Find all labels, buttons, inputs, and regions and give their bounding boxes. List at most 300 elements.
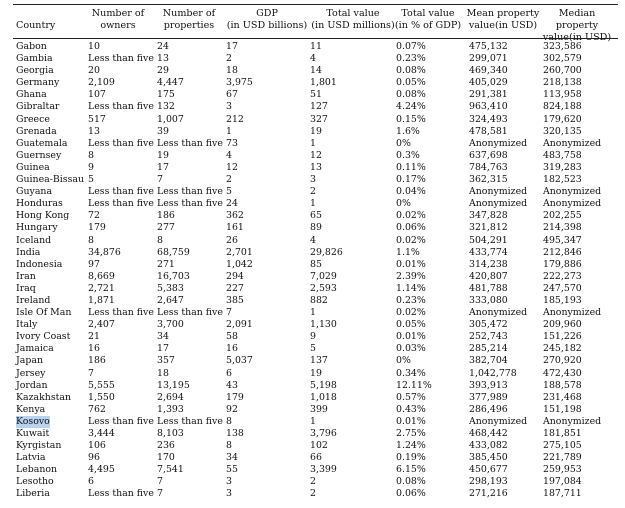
table-row (13, 186, 618, 198)
cell-country: Ireland (16, 294, 51, 306)
cell-mean-value: 1,042,778 (469, 367, 517, 379)
cell-total-value-usd: 11 (310, 41, 322, 52)
cell-mean-value: 405,029 (469, 77, 508, 89)
cell-owners: 9 (88, 161, 94, 173)
cell-gdp: 2 (226, 174, 232, 186)
cell-median-value: 247,570 (543, 282, 582, 294)
cell-gdp: 17 (226, 41, 238, 52)
cell-median-value: 188,578 (543, 379, 582, 391)
cell-total-value-usd: 14 (310, 65, 322, 77)
cell-properties: 19 (157, 149, 169, 161)
cell-mean-value: 347,828 (469, 210, 508, 222)
cell-median-value: 222,273 (543, 270, 582, 282)
cell-country: Kosovo (16, 415, 50, 427)
cell-country: Japan (16, 355, 43, 367)
cell-owners: 5,555 (88, 379, 115, 391)
cell-total-value-usd: 1 (310, 198, 316, 210)
header-total-value-usd: Total value (in USD millions) (311, 8, 395, 31)
cell-properties: 277 (157, 222, 175, 234)
cell-total-value-usd: 1,130 (310, 319, 337, 331)
cell-owners: 4,495 (88, 464, 115, 476)
cell-total-value-usd: 12 (310, 149, 322, 161)
cell-gdp: 6 (226, 367, 232, 379)
cell-country: Iceland (16, 234, 52, 246)
cell-gdp: 67 (226, 89, 238, 101)
cell-total-value-pct: 0.07% (396, 41, 426, 52)
cell-total-value-pct: 1.14% (396, 282, 426, 294)
table-row (13, 319, 618, 331)
cell-total-value-pct: 1.1% (396, 246, 420, 258)
cell-total-value-usd: 4 (310, 53, 316, 65)
cell-total-value-pct: 2.39% (396, 270, 426, 282)
cell-mean-value: 305,472 (469, 319, 508, 331)
cell-properties: 68,759 (157, 246, 190, 258)
table-row (13, 392, 618, 404)
cell-total-value-usd: 2,593 (310, 282, 337, 294)
cell-country: Guyana (16, 186, 53, 198)
cell-gdp: 24 (226, 198, 238, 210)
table-row (13, 476, 618, 488)
cell-gdp: 92 (226, 403, 238, 415)
cell-properties: 13 (157, 53, 169, 65)
cell-total-value-usd: 127 (310, 101, 328, 113)
cell-median-value: 275,105 (543, 440, 582, 452)
cell-gdp: 43 (226, 379, 238, 391)
cell-owners: 107 (88, 89, 106, 101)
cell-owners: 106 (88, 440, 106, 452)
cell-total-value-pct: 6.15% (396, 464, 426, 476)
cell-mean-value: 637,698 (469, 149, 508, 161)
table-header-rule (13, 38, 618, 39)
cell-mean-value: 324,493 (469, 113, 508, 125)
table-row (13, 65, 618, 77)
cell-total-value-usd: 19 (310, 125, 322, 137)
cell-country: Guinea-Bissau (16, 174, 85, 186)
cell-median-value: Anonymized (543, 186, 602, 198)
cell-properties: 1,007 (157, 113, 184, 125)
table-row (13, 247, 618, 259)
cell-country: Honduras (16, 198, 63, 210)
cell-owners: 13 (88, 125, 100, 137)
cell-country: Grenada (16, 125, 57, 137)
cell-total-value-usd: 2 (310, 476, 316, 488)
cell-total-value-pct: 0.02% (396, 210, 426, 222)
cell-total-value-pct: 0% (396, 137, 411, 149)
cell-owners: 5 (88, 174, 94, 186)
header-properties: Number of properties (162, 8, 216, 31)
cell-total-value-usd: 51 (310, 89, 322, 101)
cell-median-value: Anonymized (543, 137, 602, 149)
cell-mean-value: 433,774 (469, 246, 508, 258)
cell-properties: 2,694 (157, 391, 184, 403)
cell-properties: 34 (157, 331, 169, 343)
table-row (13, 440, 618, 452)
cell-gdp: 3 (226, 101, 232, 113)
cell-gdp: 1,042 (226, 258, 253, 270)
cell-mean-value: Anonymized (469, 186, 528, 198)
cell-gdp: 2 (226, 53, 232, 65)
table-row (13, 295, 618, 307)
cell-mean-value: 252,743 (469, 331, 508, 343)
cell-total-value-pct: 1.6% (396, 125, 420, 137)
cell-mean-value: 478,581 (469, 125, 508, 137)
table-row (13, 343, 618, 355)
cell-properties: 175 (157, 89, 175, 101)
header-owners: Number of owners (91, 8, 145, 31)
cell-owners: 8 (88, 149, 94, 161)
cell-mean-value: 314,238 (469, 258, 508, 270)
cell-total-value-usd: 13 (310, 161, 322, 173)
cell-median-value: Anonymized (543, 415, 602, 427)
cell-total-value-pct: 0% (396, 355, 411, 367)
cell-median-value: 179,620 (543, 113, 582, 125)
cell-mean-value: 382,704 (469, 355, 508, 367)
cell-properties: Less than five (157, 198, 223, 210)
cell-country: Iran (16, 270, 36, 282)
cell-total-value-usd: 1 (310, 415, 316, 427)
cell-gdp: 2,091 (226, 319, 253, 331)
cell-country: Jamaica (16, 343, 54, 355)
table-row (13, 307, 618, 319)
header-mean-value: Mean property value(in USD) (466, 8, 540, 31)
table-row (13, 53, 618, 65)
cell-total-value-pct: 0.01% (396, 258, 426, 270)
cell-total-value-pct: 0.08% (396, 65, 426, 77)
cell-gdp: 4 (226, 149, 232, 161)
cell-total-value-usd: 3,796 (310, 428, 337, 439)
cell-mean-value: 285,214 (469, 343, 508, 355)
cell-total-value-pct: 0.23% (396, 53, 426, 65)
cell-properties: 17 (157, 161, 169, 173)
cell-country: Gibraltar (16, 101, 60, 113)
cell-total-value-pct: 12.11% (396, 379, 432, 391)
cell-owners: 10 (88, 41, 100, 52)
cell-total-value-pct: 0.3% (396, 149, 420, 161)
cell-owners: 762 (88, 403, 106, 415)
cell-country: Hungary (16, 222, 58, 234)
cell-properties: Less than five (157, 137, 223, 149)
cell-gdp: 1 (226, 125, 232, 137)
cell-total-value-pct: 0.02% (396, 234, 426, 246)
cell-total-value-pct: 2.75% (396, 428, 426, 439)
cell-mean-value: 475,132 (469, 41, 508, 52)
cell-country: Kyrgistan (16, 440, 62, 452)
cell-total-value-usd: 3 (310, 174, 316, 186)
cell-median-value: 202,255 (543, 210, 582, 222)
document-page (13, 0, 618, 508)
cell-owners: 8 (88, 234, 94, 246)
cell-properties: 16,703 (157, 270, 190, 282)
cell-properties: 29 (157, 65, 169, 77)
cell-properties: 357 (157, 355, 175, 367)
cell-median-value: 209,960 (543, 319, 582, 331)
cell-gdp: 34 (226, 452, 238, 464)
cell-total-value-usd: 4 (310, 234, 316, 246)
cell-gdp: 161 (226, 222, 244, 234)
cell-owners: Less than five (88, 137, 154, 149)
cell-owners: Less than five (88, 415, 154, 427)
cell-owners: Less than five (88, 53, 154, 65)
cell-mean-value: 433,082 (469, 440, 508, 452)
cell-owners: 2,721 (88, 282, 115, 294)
cell-owners: 96 (88, 452, 100, 464)
table-row (13, 89, 618, 101)
cell-gdp: 5,037 (226, 355, 253, 367)
cell-gdp: 26 (226, 234, 238, 246)
cell-mean-value: 963,410 (469, 101, 508, 113)
cell-median-value: 197,084 (543, 476, 582, 488)
cell-total-value-usd: 9 (310, 331, 316, 343)
cell-country: Guernsey (16, 149, 62, 161)
cell-properties: 24 (157, 41, 169, 52)
cell-median-value: 218,138 (543, 77, 582, 89)
cell-country: Georgia (16, 65, 54, 77)
cell-gdp: 294 (226, 270, 244, 282)
cell-country: Guatemala (16, 137, 68, 149)
table-row (13, 77, 618, 89)
cell-gdp: 7 (226, 307, 232, 319)
cell-owners: 97 (88, 258, 100, 270)
cell-owners: Less than five (88, 198, 154, 210)
cell-country: Germany (16, 77, 60, 89)
cell-total-value-usd: 66 (310, 452, 322, 464)
cell-total-value-pct: 0.05% (396, 319, 426, 331)
table-row (13, 126, 618, 138)
cell-mean-value: Anonymized (469, 307, 528, 319)
cell-properties: 4,447 (157, 77, 184, 89)
cell-total-value-usd: 102 (310, 440, 328, 452)
cell-total-value-usd: 1 (310, 307, 316, 319)
cell-median-value: 113,958 (543, 89, 582, 101)
cell-owners: 1,550 (88, 391, 115, 403)
cell-gdp: 2,701 (226, 246, 253, 258)
cell-mean-value: 469,340 (469, 65, 508, 77)
table-row (13, 331, 618, 343)
cell-median-value: 495,347 (543, 234, 582, 246)
table-row (13, 355, 618, 367)
cell-mean-value: Anonymized (469, 415, 528, 427)
cell-country: Lesotho (16, 476, 54, 488)
cell-mean-value: 504,291 (469, 234, 508, 246)
cell-total-value-pct: 0.15% (396, 113, 426, 125)
cell-total-value-usd: 399 (310, 403, 328, 415)
table-row (13, 41, 618, 53)
cell-country: Gambia (16, 53, 53, 65)
cell-mean-value: 271,216 (469, 488, 508, 500)
cell-mean-value: 450,677 (469, 464, 508, 476)
cell-total-value-usd: 137 (310, 355, 328, 367)
cell-median-value: 323,586 (543, 41, 582, 52)
table-row (13, 222, 618, 234)
cell-mean-value: 321,812 (469, 222, 508, 234)
cell-total-value-usd: 3,399 (310, 464, 337, 476)
cell-owners: 6 (88, 476, 94, 488)
cell-total-value-usd: 29,826 (310, 246, 343, 258)
cell-total-value-pct: 1.24% (396, 440, 426, 452)
cell-median-value: 212,846 (543, 246, 582, 258)
cell-owners: 517 (88, 113, 106, 125)
table-row (13, 138, 618, 150)
cell-median-value: Anonymized (543, 307, 602, 319)
cell-mean-value: Anonymized (469, 137, 528, 149)
cell-total-value-pct: 0.57% (396, 391, 426, 403)
cell-median-value: 181,851 (543, 428, 582, 439)
cell-median-value: 824,188 (543, 101, 582, 113)
table-row (13, 150, 618, 162)
cell-owners: 1,871 (88, 294, 115, 306)
cell-total-value-pct: 0.43% (396, 403, 426, 415)
cell-total-value-pct: 0.19% (396, 452, 426, 464)
cell-gdp: 8 (226, 440, 232, 452)
table-body (13, 41, 618, 501)
cell-properties: 18 (157, 367, 169, 379)
cell-country: Kazakhstan (16, 391, 72, 403)
cell-total-value-usd: 2 (310, 488, 316, 500)
cell-mean-value: Anonymized (469, 198, 528, 210)
cell-mean-value: 333,080 (469, 294, 508, 306)
cell-gdp: 16 (226, 343, 238, 355)
cell-country: Ivory Coast (16, 331, 71, 343)
table-row (13, 368, 618, 380)
header-median-value: Median property value(in USD) (542, 8, 612, 43)
cell-mean-value: 299,071 (469, 53, 508, 65)
cell-country: Jersey (16, 367, 46, 379)
cell-total-value-usd: 882 (310, 294, 328, 306)
cell-properties: 2,647 (157, 294, 184, 306)
table-row (13, 101, 618, 113)
cell-properties: 1,393 (157, 403, 184, 415)
table-row (13, 198, 618, 210)
cell-total-value-pct: 0.04% (396, 186, 426, 198)
cell-total-value-pct: 0.11% (396, 161, 426, 173)
cell-median-value: 260,700 (543, 65, 582, 77)
table-row (13, 416, 618, 428)
cell-gdp: 138 (226, 428, 244, 439)
cell-total-value-pct: 0.01% (396, 331, 426, 343)
cell-total-value-pct: 0.03% (396, 343, 426, 355)
cell-owners: 2,109 (88, 77, 115, 89)
cell-country: Isle Of Man (16, 307, 72, 319)
cell-total-value-usd: 85 (310, 258, 322, 270)
cell-properties: 3,700 (157, 319, 184, 331)
cell-properties: 236 (157, 440, 175, 452)
cell-properties: 7 (157, 488, 163, 500)
cell-gdp: 212 (226, 113, 244, 125)
cell-properties: 5,383 (157, 282, 184, 294)
cell-properties: 7,541 (157, 464, 184, 476)
cell-gdp: 385 (226, 294, 244, 306)
cell-properties: 17 (157, 343, 169, 355)
cell-properties: 8,103 (157, 428, 184, 439)
table-row (13, 162, 618, 174)
table-row (13, 452, 618, 464)
cell-properties: 7 (157, 174, 163, 186)
cell-owners: 179 (88, 222, 106, 234)
cell-owners: 7 (88, 367, 94, 379)
cell-total-value-pct: 0.08% (396, 89, 426, 101)
cell-total-value-pct: 0.08% (396, 476, 426, 488)
cell-properties: 8 (157, 234, 163, 246)
cell-mean-value: 393,913 (469, 379, 508, 391)
cell-total-value-pct: 0.06% (396, 222, 426, 234)
cell-median-value: 214,398 (543, 222, 582, 234)
cell-country: Latvia (16, 452, 46, 464)
cell-country: Gabon (16, 41, 47, 52)
cell-gdp: 18 (226, 65, 238, 77)
table-row (13, 271, 618, 283)
cell-properties: 186 (157, 210, 175, 222)
cell-gdp: 73 (226, 137, 238, 149)
cell-median-value: 182,523 (543, 174, 582, 186)
cell-properties: Less than five (157, 186, 223, 198)
cell-mean-value: 362,315 (469, 174, 508, 186)
cell-country: Indonesia (16, 258, 63, 270)
table-row (13, 114, 618, 126)
cell-owners: 8,669 (88, 270, 115, 282)
cell-gdp: 362 (226, 210, 244, 222)
cell-total-value-usd: 19 (310, 367, 322, 379)
header-country: Country (16, 20, 56, 31)
cell-country: Lebanon (16, 464, 58, 476)
cell-median-value: 320,135 (543, 125, 582, 137)
header-gdp: GDP (in USD billions) (226, 8, 308, 31)
cell-total-value-pct: 4.24% (396, 101, 426, 113)
cell-total-value-usd: 327 (310, 113, 328, 125)
cell-gdp: 179 (226, 391, 244, 403)
cell-owners: Less than five (88, 101, 154, 113)
cell-owners: 21 (88, 331, 100, 343)
cell-country: Iraq (16, 282, 36, 294)
cell-total-value-pct: 0.06% (396, 488, 426, 500)
table-row (13, 174, 618, 186)
cell-median-value: 151,198 (543, 403, 582, 415)
cell-country: Guinea (16, 161, 50, 173)
cell-median-value: 270,920 (543, 355, 582, 367)
cell-total-value-usd: 5,198 (310, 379, 337, 391)
cell-median-value: 185,193 (543, 294, 582, 306)
cell-gdp: 3 (226, 488, 232, 500)
cell-total-value-usd: 89 (310, 222, 322, 234)
cell-total-value-pct: 0.05% (396, 77, 426, 89)
cell-country: Kenya (16, 403, 46, 415)
cell-median-value: 472,430 (543, 367, 582, 379)
cell-total-value-usd: 1,801 (310, 77, 337, 89)
cell-properties: 39 (157, 125, 169, 137)
cell-mean-value: 298,193 (469, 476, 508, 488)
cell-median-value: 483,758 (543, 149, 582, 161)
cell-median-value: Anonymized (543, 198, 602, 210)
cell-total-value-pct: 0% (396, 198, 411, 210)
cell-total-value-usd: 5 (310, 343, 316, 355)
cell-country: Liberia (16, 488, 50, 500)
cell-median-value: 319,283 (543, 161, 582, 173)
cell-owners: 186 (88, 355, 106, 367)
cell-total-value-usd: 7,029 (310, 270, 337, 282)
cell-owners: Less than five (88, 488, 154, 500)
cell-total-value-usd: 65 (310, 210, 322, 222)
cell-mean-value: 784,763 (469, 161, 508, 173)
table-top-rule (13, 4, 618, 5)
cell-total-value-usd: 1,018 (310, 391, 337, 403)
cell-properties: Less than five (157, 307, 223, 319)
cell-gdp: 55 (226, 464, 238, 476)
cell-total-value-usd: 1 (310, 137, 316, 149)
cell-owners: 34,876 (88, 246, 121, 258)
cell-mean-value: 385,450 (469, 452, 508, 464)
header-total-value-pct: Total value (in % of GDP) (394, 8, 462, 31)
cell-properties: 132 (157, 101, 175, 113)
cell-country: Hong Kong (16, 210, 70, 222)
